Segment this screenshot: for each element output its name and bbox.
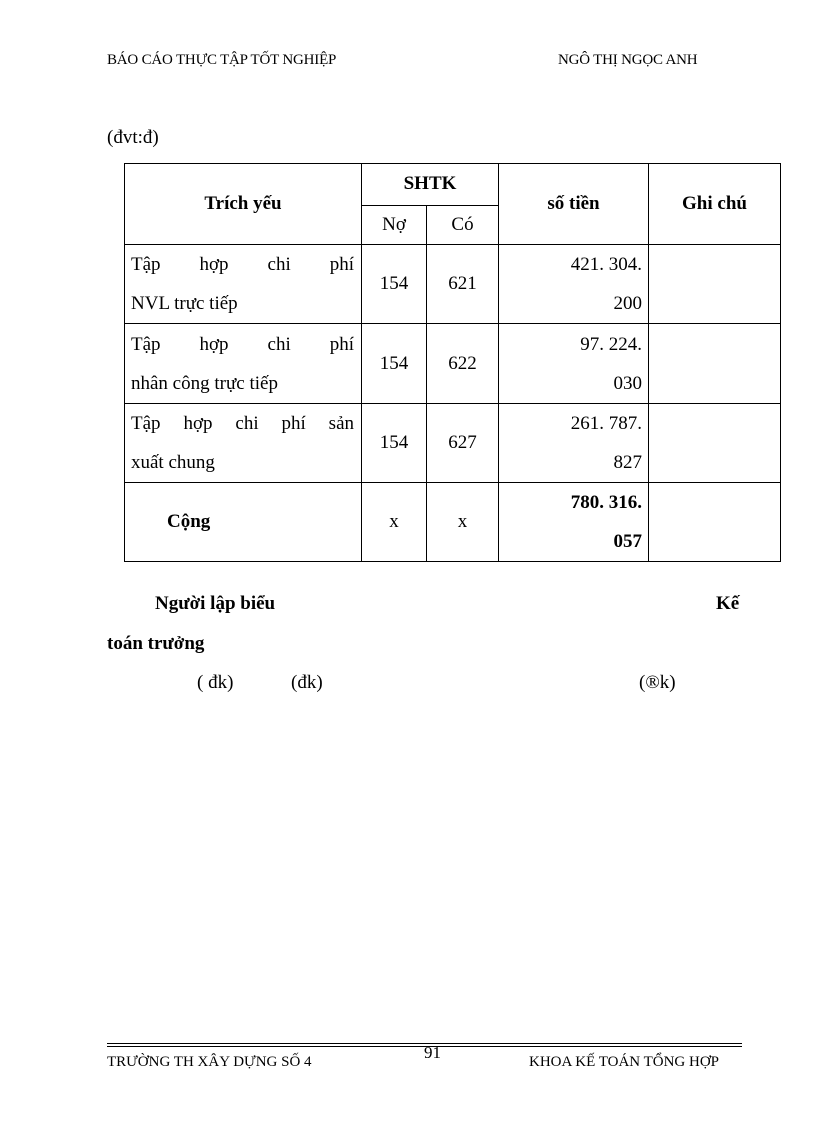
row-description-line2: nhân công trực tiếp (131, 372, 278, 394)
row-amount-line1: 97. 224. (580, 333, 642, 355)
table-row (125, 245, 781, 324)
row-note (649, 324, 781, 404)
row-description (125, 245, 362, 324)
row-debit: 154 (362, 324, 427, 404)
row-debit: 154 (362, 245, 427, 324)
footer-right-department: KHOA KẾ TOÁN TỔNG HỢP (529, 1054, 720, 1070)
row-description-line1: Tập hợp chi phí sản (131, 413, 354, 434)
total-amount-line1: 780. 316. (570, 492, 642, 513)
footer-left-school: TRƯỜNG TH XÂY DỰNG SỐ 4 (107, 1054, 312, 1070)
row-description (125, 324, 362, 404)
row-credit: 622 (427, 324, 499, 404)
row-note (649, 404, 781, 483)
row-description-line2: NVL trực tiếp (131, 293, 238, 314)
accountant-title-part1: Kế (716, 593, 740, 614)
table-total-row (125, 483, 781, 562)
row-amount (499, 245, 649, 324)
row-description (125, 404, 362, 483)
table-row (125, 324, 781, 404)
row-amount (499, 404, 649, 483)
row-amount-line2: 827 (613, 452, 642, 473)
total-amount-line2: 057 (613, 531, 642, 552)
header-credit: Có (427, 205, 499, 245)
total-amount (499, 483, 649, 562)
accountant-title-part2: toán trưởng (107, 633, 205, 654)
row-amount-line1: 421. 304. (570, 254, 642, 275)
row-amount-line2: 030 (613, 372, 642, 394)
row-credit: 627 (427, 404, 499, 483)
row-debit: 154 (362, 404, 427, 483)
header-right-author: NGÔ THỊ NGỌC ANH (558, 52, 698, 68)
row-description-line2: xuất chung (131, 452, 215, 473)
total-label: Cộng (125, 483, 362, 562)
row-credit: 621 (427, 245, 499, 324)
page-number: 91 (424, 1043, 441, 1062)
preparer-title: Người lập biểu (155, 593, 276, 614)
total-note (649, 483, 781, 562)
table-header-row (125, 164, 781, 206)
header-left-title: BÁO CÁO THỰC TẬP TỐT NGHIỆP (107, 52, 337, 68)
row-description-line1: Tập hợp chi phí (131, 333, 354, 355)
header-account-group: SHTK (362, 164, 499, 206)
header-note: Ghi chú (649, 164, 781, 245)
row-description-line1: Tập hợp chi phí (131, 254, 354, 275)
row-amount (499, 324, 649, 404)
total-credit: x (427, 483, 499, 562)
preparer-sign-2: (đk) (291, 672, 323, 693)
header-description: Trích yếu (125, 164, 362, 245)
header-debit: Nợ (362, 205, 427, 245)
table-row (125, 404, 781, 483)
header-amount: số tiền (499, 164, 649, 245)
preparer-sign-1: ( đk) (197, 672, 234, 693)
total-debit: x (362, 483, 427, 562)
row-amount-line1: 261. 787. (570, 413, 642, 434)
unit-label: (đvt:đ) (107, 127, 159, 148)
accountant-sign: (®k) (639, 672, 676, 693)
ledger-table (124, 163, 781, 562)
row-amount-line2: 200 (613, 293, 642, 314)
row-note (649, 245, 781, 324)
